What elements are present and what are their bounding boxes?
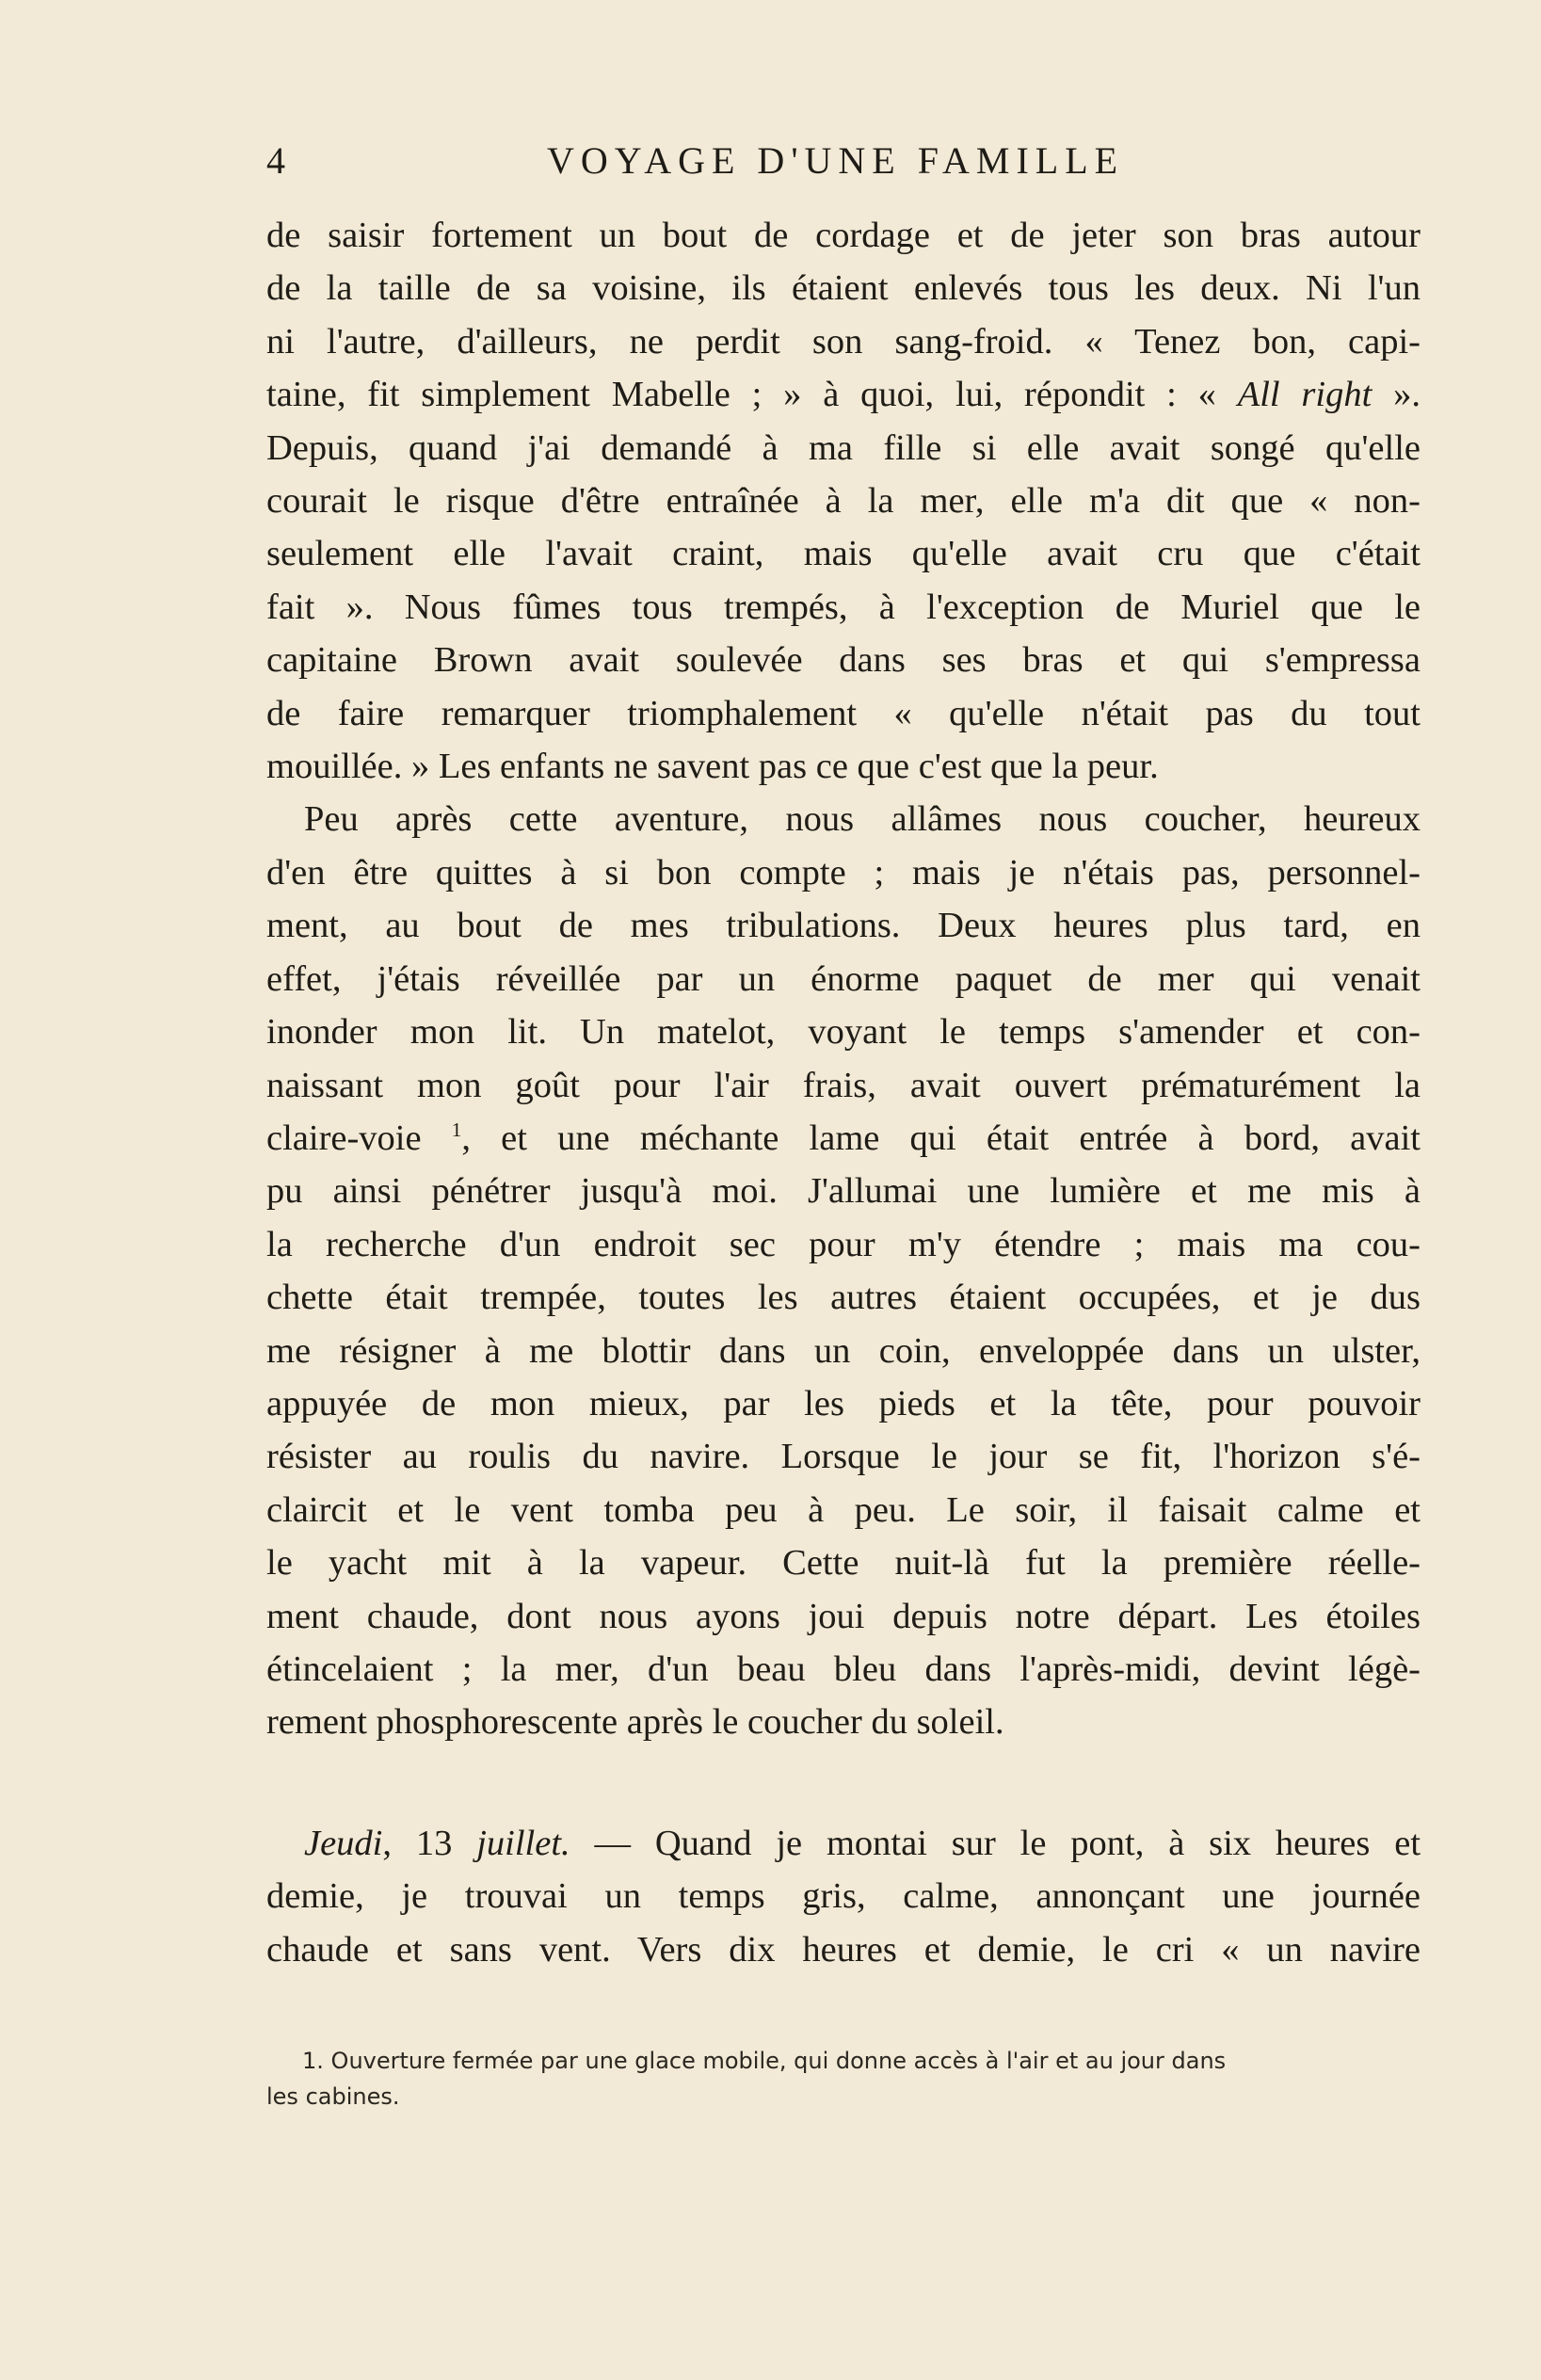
text-line: Depuis, quand j'ai demandé à ma fille si elle avait songé qu'elle <box>266 427 1421 468</box>
paragraph-2 <box>266 793 1421 1748</box>
text-line: chaude et sans vent. Vers dix heures et demie, le cri « un navire <box>266 1929 1421 1970</box>
text-line: inonder mon lit. Un matelot, voyant le temps s'amender et con- <box>266 1012 1421 1053</box>
text-line: courait le risque d'être entraînée à la mer, elle m'a dit que « non- <box>266 481 1421 522</box>
text-line-with-italic <box>266 368 1421 421</box>
text-line: ment chaude, dont nous ayons joui depuis notre départ. Les étoiles <box>266 1596 1421 1636</box>
text-line: le yacht mit à la vapeur. Cette nuit-là fut la première réelle- <box>266 1543 1421 1584</box>
text-line: la recherche d'un endroit sec pour m'y étendre ; mais ma cou- <box>266 1224 1421 1264</box>
italic-phrase: All right <box>1237 375 1372 415</box>
text-line: chette était trempée, toutes les autres étaient occupées, et je dus <box>266 1278 1421 1318</box>
text-line: de faire remarquer triomphalement « qu'elle n'était pas du tout <box>266 693 1421 733</box>
text-line: effet, j'étais réveillée par un énorme paquet de mer qui venait <box>266 958 1421 999</box>
footnote-reference: 1 <box>451 1118 462 1142</box>
footnote <box>266 2043 1421 2115</box>
footnote-line: les cabines. <box>266 2083 400 2110</box>
text-line-with-footnote <box>266 1112 1421 1165</box>
text-line: capitaine Brown avait soulevée dans ses bras et qui s'empressa <box>266 640 1421 681</box>
diary-date-number: 13 <box>392 1824 477 1863</box>
text-line: pu ainsi pénétrer jusqu'à moi. J'allumai une lumière et me mis à <box>266 1171 1421 1212</box>
diary-day: Jeudi <box>304 1824 383 1863</box>
text-line: fait ». Nous fûmes tous trempés, à l'exception de Muriel que le <box>266 587 1421 627</box>
running-title: VOYAGE D'UNE FAMILLE <box>547 138 1125 182</box>
text-fragment: ». <box>1372 375 1421 415</box>
text-fragment: claire-voie <box>266 1118 422 1158</box>
text-line: de saisir fortement un bout de cordage et de jeter son bras autour <box>266 216 1421 255</box>
text-line: ni l'autre, d'ailleurs, ne perdit son sang-froid. « Tenez bon, capi- <box>266 321 1421 362</box>
footnote-line <box>266 2043 1421 2079</box>
body-text <box>266 209 1421 1749</box>
text-fragment: , et une méchante lame qui était entrée à bord, avait <box>461 1118 1421 1158</box>
page-number: 4 <box>266 138 285 182</box>
text-line: me résigner à me blottir dans un coin, enveloppée dans un ulster, <box>266 1330 1421 1371</box>
text-line: rement phosphorescente après le coucher du soleil. <box>266 1702 1004 1743</box>
footnote-text: Ouverture fermée par une glace mobile, qui donne accès à l'air et au jour dans <box>330 2048 1227 2074</box>
text-fragment: taine, fit simplement Mabelle ; » à quoi, lui, répondit : « <box>266 375 1216 415</box>
text-line: naissant mon goût pour l'air frais, avait ouvert prématurément la <box>266 1065 1421 1105</box>
page-header <box>266 132 1421 188</box>
diary-heading-line: Jeudi, 13 juillet. — Quand je montai sur le pont, à six heures et <box>304 1824 1421 1863</box>
diary-entry <box>266 1817 1421 1976</box>
text-line: ment, au bout de mes tribulations. Deux heures plus tard, en <box>266 906 1421 946</box>
text-line: Peu après cette aventure, nous allâmes nous coucher, heureux <box>304 799 1421 840</box>
text-fragment: — Quand je montai sur le pont, à six heures et <box>570 1824 1421 1863</box>
text-line: résister au roulis du navire. Lorsque le jour se fit, l'horizon s'é- <box>266 1437 1421 1477</box>
text-line: appuyée de mon mieux, par les pieds et la tête, pour pouvoir <box>266 1383 1421 1423</box>
text-line: d'en être quittes à si bon compte ; mais je n'étais pas, personnel- <box>266 852 1421 892</box>
text-line: claircit et le vent tomba peu à peu. Le soir, il faisait calme et <box>266 1489 1421 1530</box>
text-line: seulement elle l'avait craint, mais qu'elle avait cru que c'était <box>266 534 1421 574</box>
text-line: demie, je trouvai un temps gris, calme, annonçant une journée <box>266 1876 1421 1917</box>
diary-month: juillet. <box>476 1824 570 1863</box>
text-line: de la taille de sa voisine, ils étaient enlevés tous les deux. Ni l'un <box>266 268 1421 309</box>
text-line: étincelaient ; la mer, d'un beau bleu dans l'après-midi, devint légè- <box>266 1648 1421 1689</box>
footnote-number: 1. <box>302 2048 324 2074</box>
paragraph-1 <box>266 209 1421 793</box>
text-line: mouillée. » Les enfants ne savent pas ce que c'est que la peur. <box>266 747 1159 787</box>
